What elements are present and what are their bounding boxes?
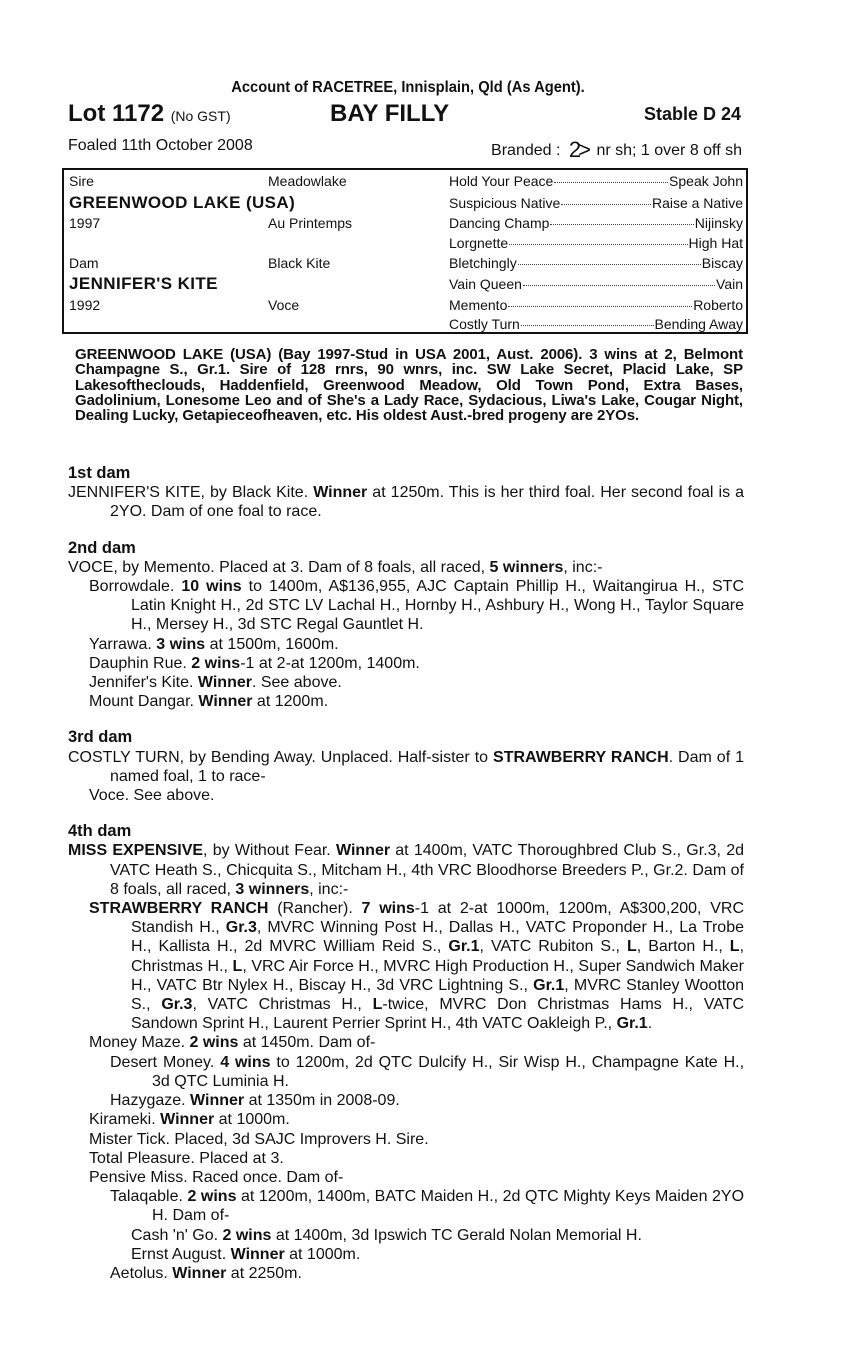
text: Money Maze. xyxy=(89,1034,190,1052)
bold-text: 7 wins xyxy=(361,900,415,918)
text: , Barton H., xyxy=(636,938,730,956)
bold-text: 4 wins xyxy=(220,1053,271,1071)
bold-text: Gr.3 xyxy=(161,996,193,1014)
dot-leader xyxy=(521,325,654,326)
progeny-entry xyxy=(68,673,744,692)
first-dam-section xyxy=(68,464,744,522)
dot-leader xyxy=(550,224,693,225)
bold-text: STRAWBERRY RANCH xyxy=(493,748,669,766)
progeny-entry xyxy=(68,577,744,635)
text: at 1400m, 3d Ipswich TC Gerald Nolan Memorial H. xyxy=(271,1226,642,1244)
text: Aetolus. xyxy=(110,1264,173,1282)
pedigree-table xyxy=(62,168,748,334)
section-heading: 4th dam xyxy=(68,822,132,841)
sires-dam: Au Printemps xyxy=(268,215,353,231)
gen3-row xyxy=(449,276,743,292)
text: Borrowdale. xyxy=(89,578,182,596)
dot-leader xyxy=(523,285,715,286)
brand-details: nr sh; 1 over 8 off sh xyxy=(596,142,742,159)
dot-leader xyxy=(554,182,668,183)
bold-text: Gr.3 xyxy=(225,919,257,937)
lot-header xyxy=(68,100,744,130)
gen3-row xyxy=(449,235,743,251)
progeny-entry xyxy=(68,635,744,654)
progeny-entry: Mister Tick. Placed, 3d SAJC Improvers H. Sire. xyxy=(89,1130,429,1148)
bold-text: L xyxy=(232,957,243,975)
dam-entry xyxy=(68,841,744,899)
bold-text: Winner xyxy=(313,484,368,502)
text: to 1400m, A$136,955, AJC Captain Phillip H., Waitangirua H., STC Latin Knight H., 2d STC LV Lachal H., Hornby H., Ashbury H., Wong H., Taylor Square H., Mersey H., 3d STC Regal Gauntlet H. xyxy=(131,578,744,634)
text: -1 at 2-at 1200m, 1400m. xyxy=(240,654,420,672)
gen3-left: Costly Turn xyxy=(449,316,520,332)
gst-note: (No GST) xyxy=(170,108,231,124)
bold-text: STRAWBERRY RANCH xyxy=(89,900,269,918)
sire-summary: GREENWOOD LAKE (USA) (Bay 1997-Stud in USA 2001, Aust. 2006). 3 wins at 2, Belmont Champagne S., Gr.1. Sire of 128 rnrs, 90 wnrs, inc. SW Lake Secret, Placid Lake, SP Lakesoftheclouds, Haddenfield, Greenwood Meadow, Old Town Pond, Extra Bases, Gadolinium, Lonesome Leo and of She's a Lady Race, Sydacious, Liwa's Lake, Cougar Night, Dealing Lucky, Getapieceofheaven, etc. His oldest Aust.-bred progeny are 2YOs. xyxy=(75,346,743,425)
text: VOCE, by Memento. Placed at 3. Dam of 8 foals, all raced, xyxy=(68,558,490,576)
text: at 1200m, 1400m, BATC Maiden H., 2d QTC Mighty Keys Maiden 2YO H. Dam of- xyxy=(152,1188,745,1225)
gen3-right: Biscay xyxy=(701,255,743,271)
dam-entry xyxy=(68,483,744,521)
text: to 1200m, 2d QTC Dulcify H., Sir Wisp H., Champagne Kate H., 3d QTC Luminia H. xyxy=(152,1053,745,1090)
second-dam-section xyxy=(68,539,744,712)
text: at 1200m. xyxy=(252,693,329,711)
text: at 1250m. This is her third foal. Her second foal is a 2YO. Dam of one foal to race. xyxy=(110,484,744,521)
gen3-left: Dancing Champ xyxy=(449,215,550,231)
gen3-right: Vain xyxy=(716,276,743,292)
bold-text: 2 wins xyxy=(222,1226,272,1244)
bold-text: Winner xyxy=(172,1264,227,1282)
brand-mark-icon: 2> xyxy=(568,137,588,162)
bold-text: Winner xyxy=(160,1111,215,1129)
progeny-entry xyxy=(68,1110,744,1129)
text: at 1000m. xyxy=(284,1245,361,1263)
dot-leader xyxy=(508,306,692,307)
dam-line xyxy=(68,464,744,1283)
text: at 1500m, 1600m. xyxy=(205,635,339,653)
bold-text: Gr.1 xyxy=(448,938,480,956)
progeny-entry xyxy=(68,1053,744,1091)
lot-number xyxy=(68,100,231,128)
text: Desert Money. xyxy=(110,1053,221,1071)
section-heading: 2nd dam xyxy=(68,538,136,557)
bold-text: Winner xyxy=(190,1092,245,1110)
text: Ernst August. xyxy=(131,1245,231,1263)
text: -twice, MVRC Don Christmas Hams H., VATC Sandown Sprint H., Laurent Perrier Sprint H., 4th VATC Oakleigh P., xyxy=(131,996,745,1033)
section-heading: 3rd dam xyxy=(68,728,133,747)
progeny-entry: Pensive Miss. Raced once. Dam of- xyxy=(89,1168,344,1186)
gen3-left: Bletchingly xyxy=(449,255,517,271)
dam-year: 1992 xyxy=(69,297,101,313)
text: Mount Dangar. xyxy=(89,693,199,711)
text: . Dam of 1 named foal, 1 to race- xyxy=(110,748,744,785)
bold-text: 2 wins xyxy=(191,654,241,672)
text: , MVRC Stanley Wootton S., xyxy=(131,976,744,1014)
text: , VATC Rubiton S., xyxy=(479,938,627,956)
text: . See above. xyxy=(251,674,342,692)
lot-label: Lot 1172 xyxy=(68,100,165,127)
dams-dam: Voce xyxy=(268,297,300,313)
bold-text: 2 wins xyxy=(189,1034,239,1052)
bold-text: 2 wins xyxy=(187,1188,237,1206)
text: at 1450m. Dam of- xyxy=(238,1034,376,1052)
text: COSTLY TURN, by Bending Away. Unplaced. Half-sister to xyxy=(68,748,494,766)
text: . xyxy=(647,1015,653,1033)
gen3-right: Raise a Native xyxy=(651,195,743,211)
progeny-entry xyxy=(68,1187,744,1225)
bold-text: 3 winners xyxy=(235,880,310,898)
sire-year: 1997 xyxy=(69,215,101,231)
dams-sire: Black Kite xyxy=(268,255,331,271)
text: Hazygaze. xyxy=(110,1092,191,1110)
gen3-right: Bending Away xyxy=(654,316,743,332)
brand-description xyxy=(491,137,742,163)
sires-sire: Meadowlake xyxy=(268,173,347,189)
bold-text: Winner xyxy=(230,1245,285,1263)
text: Cash 'n' Go. xyxy=(131,1226,223,1244)
gen3-right: Roberto xyxy=(693,297,743,313)
gen3-left: Vain Queen xyxy=(449,276,522,292)
text: , inc:- xyxy=(563,558,603,576)
dam-name: JENNIFER'S KITE xyxy=(69,274,218,293)
gen3-row xyxy=(449,297,743,313)
dot-leader xyxy=(509,244,687,245)
text: -1 at 2-at 1000m, 1200m, A$300,200, VRC Standish H., xyxy=(131,900,744,937)
text: at 1400m, VATC Thoroughbred Club S., Gr.3, 2d VATC Heath S., Chicquita S., Mitcham H., 4th VRC Bloodhorse Breeders P., Gr.2. Dam of 8 foals, all raced, xyxy=(110,842,745,898)
text: Kirameki. xyxy=(89,1111,161,1129)
text: , VRC Air Force H., MVRC High Production H., Super Sandwich Maker H., VATC Btr Nylex H., Biscay H., 3d VRC Lightning S., xyxy=(131,957,745,994)
bold-text: 3 wins xyxy=(156,635,206,653)
bold-text: Winner xyxy=(198,693,253,711)
progeny-entry xyxy=(68,1091,744,1110)
dot-leader xyxy=(561,204,651,205)
fourth-dam-section xyxy=(68,822,744,1283)
bold-text: Winner xyxy=(197,674,252,692)
text: Talaqable. xyxy=(110,1188,188,1206)
text: , VATC Christmas H., xyxy=(192,996,373,1014)
third-dam-section xyxy=(68,728,744,805)
progeny-entry xyxy=(68,899,744,1033)
gen3-row xyxy=(449,173,743,189)
text: at 1000m. xyxy=(214,1111,290,1129)
gen3-left: Memento xyxy=(449,297,508,313)
progeny-entry xyxy=(68,654,744,673)
foaled-date: Foaled 11th October 2008 xyxy=(68,137,253,154)
text: at 1350m in 2008-09. xyxy=(244,1092,400,1110)
progeny-entry xyxy=(68,1226,744,1245)
text: Yarrawa. xyxy=(89,635,157,653)
gen3-row xyxy=(449,215,743,231)
text: Dauphin Rue. xyxy=(89,654,192,672)
bold-text: L xyxy=(729,938,740,956)
text: , Christmas H., xyxy=(131,938,745,975)
bold-text: Gr.1 xyxy=(616,1015,648,1033)
gen3-right: Speak John xyxy=(669,173,743,189)
dam-entry xyxy=(68,558,744,577)
bold-text: MISS EXPENSIVE xyxy=(68,842,204,860)
progeny-entry xyxy=(68,1245,744,1264)
text: , inc:- xyxy=(309,880,349,898)
gen3-left: Suspicious Native xyxy=(449,195,561,211)
dot-leader xyxy=(518,264,701,265)
stable-location: Stable D 24 xyxy=(643,104,741,124)
bold-text: Winner xyxy=(335,842,391,860)
dam-label: Dam xyxy=(69,255,99,271)
sire-label: Sire xyxy=(69,173,94,189)
text: at 2250m. xyxy=(226,1264,302,1282)
text: , MVRC Winning Post H., Dallas H., VATC Proponder H., La Trobe H., Kallista H., 2d MVRC William Reid S., xyxy=(131,919,744,956)
progeny-entry xyxy=(68,1033,744,1052)
gen3-left: Lorgnette xyxy=(449,235,509,251)
dam-entry xyxy=(68,748,744,786)
bold-text: Gr.1 xyxy=(533,976,565,994)
bold-text: 5 winners xyxy=(489,558,564,576)
text: , by Without Fear. xyxy=(203,842,336,860)
text: JENNIFER'S KITE, by Black Kite. xyxy=(68,484,314,502)
gen3-row xyxy=(449,255,743,271)
text: (Rancher). xyxy=(268,900,362,918)
gen3-right: Nijinsky xyxy=(694,215,743,231)
progeny-entry: Total Pleasure. Placed at 3. xyxy=(89,1149,284,1167)
bold-text: 10 wins xyxy=(181,578,242,596)
gen3-left: Hold Your Peace xyxy=(449,173,554,189)
bold-text: L xyxy=(626,938,637,956)
progeny-entry: Voce. See above. xyxy=(89,787,215,805)
text: Jennifer's Kite. xyxy=(89,674,198,692)
section-heading: 1st dam xyxy=(68,464,131,482)
gen3-row xyxy=(449,195,743,211)
vendor-line: Account of RACETREE, Innisplain, Qld (As Agent). xyxy=(231,79,585,96)
horse-title: BAY FILLY xyxy=(330,100,450,127)
bold-text: L xyxy=(372,996,383,1014)
gen3-right: High Hat xyxy=(688,235,743,251)
sire-name: GREENWOOD LAKE (USA) xyxy=(69,193,296,212)
progeny-entry xyxy=(68,692,744,711)
gen3-row xyxy=(449,316,743,332)
branded-label: Branded : xyxy=(491,142,561,159)
progeny-entry xyxy=(68,1264,744,1283)
